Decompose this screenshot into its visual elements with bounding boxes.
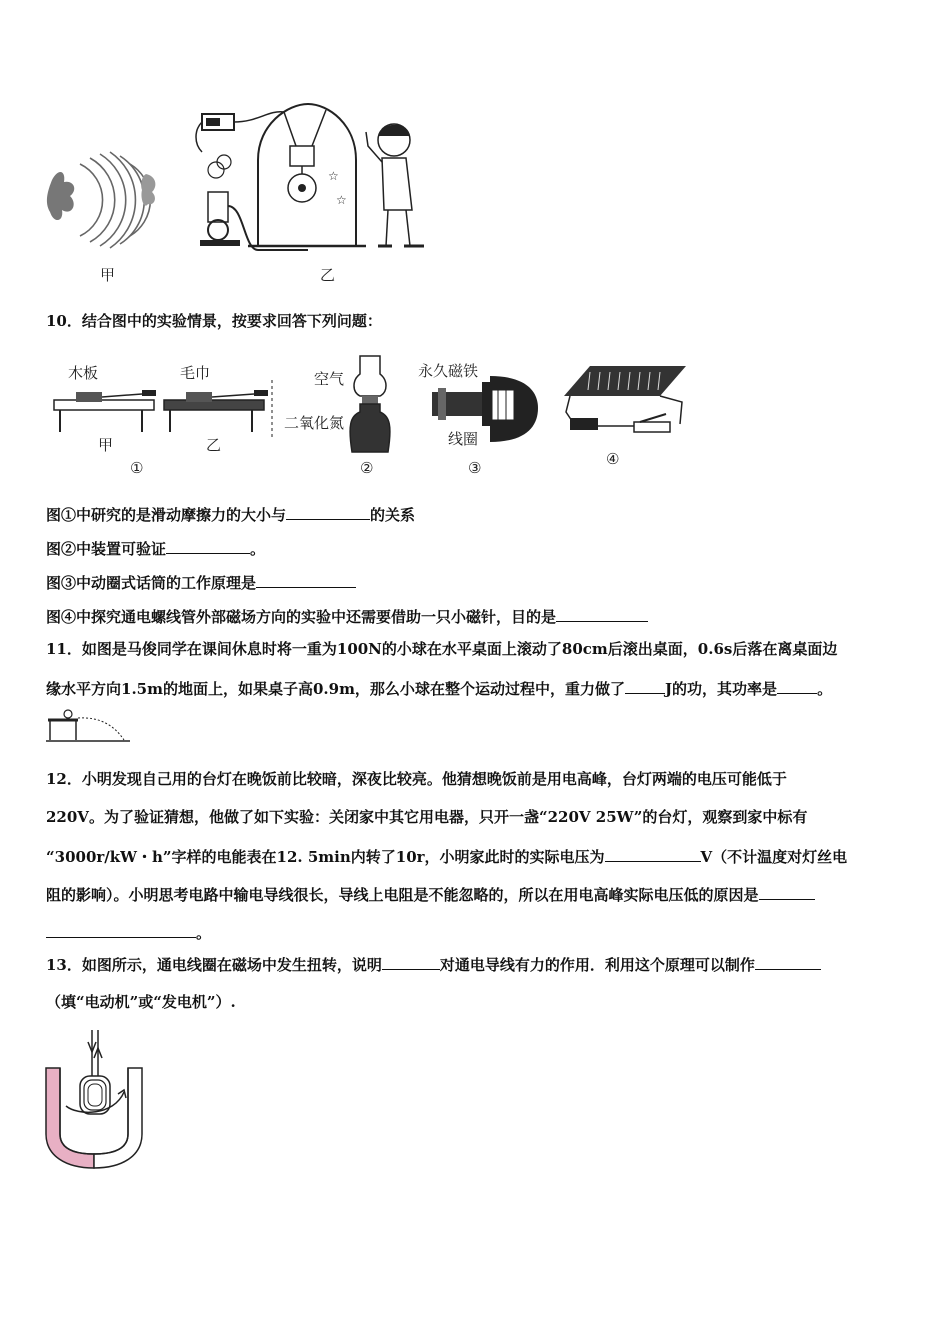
answer-blank-q10-1[interactable] (286, 503, 370, 520)
label-num-1: ① (130, 459, 144, 477)
q11-line1: 11．如图是马俊同学在课间休息时将一重为100N的小球在水平桌面上滚动了80cm后滚出桌面，0.6s后落在离桌面边 (46, 640, 838, 658)
answer-blank-q12-voltage[interactable] (605, 845, 701, 862)
label-wood: 木板 (68, 364, 99, 382)
q12-line1: 12．小明发现自己用的台灯在晚饭前比较暗，深夜比较亮。他猜想晚饭前是用电高峰，台灯两端的电压可能低于 (46, 770, 787, 788)
answer-blank-q10-3[interactable] (256, 571, 356, 588)
figure-label-yi: 乙 (320, 266, 336, 284)
answer-blank-q13-1[interactable] (382, 953, 440, 970)
q10-line2: 图②中装置可验证 。 (46, 537, 265, 559)
label-jia-1: 甲 (98, 436, 114, 454)
label-air: 空气 (314, 370, 345, 388)
label-towel: 毛巾 (180, 364, 211, 382)
answer-blank-q11-work[interactable] (625, 677, 665, 694)
label-coil: 线圈 (448, 430, 479, 448)
answer-blank-q12-reason-b[interactable] (46, 921, 196, 938)
figure-solenoid (560, 362, 690, 442)
q13-line2: （填“电动机”或“发电机”）. (46, 993, 236, 1011)
label-no2: 二氧化氮 (284, 414, 345, 432)
q12-line3: “3000r/kW・h”字样的电能表在12. 5min内转了10r，小明家此时的实际电压为 V（不计温度对灯丝电 (46, 845, 847, 867)
q11-line2: 缘水平方向1.5m的地面上，如果桌子高0.9m，那么小球在整个运动过程中，重力做了 J的功，其功率是 。 (46, 677, 832, 699)
answer-blank-q10-2[interactable] (166, 537, 250, 554)
answer-blank-q11-power[interactable] (777, 677, 817, 694)
figure-coil-in-magnet (44, 1024, 148, 1170)
figure-bell-jar-experiment (188, 100, 438, 260)
answer-blank-q12-reason-a[interactable] (759, 883, 815, 900)
label-num-4: ④ (606, 450, 620, 468)
q10-stem: 10．结合图中的实验情景，按要求回答下列问题： (46, 312, 382, 330)
figure-label-jia: 甲 (100, 266, 116, 284)
answer-blank-q13-2[interactable] (755, 953, 821, 970)
label-num-3: ③ (468, 459, 482, 477)
q10-line4: 图④中探究通电螺线管外部磁场方向的实验中还需要借助一只小磁针，目的是 (46, 605, 648, 627)
figure-dynamic-microphone (428, 372, 538, 448)
answer-blank-q10-4[interactable] (556, 605, 648, 622)
label-yi-1: 乙 (206, 436, 222, 454)
q10-line1: 图①中研究的是滑动摩擦力的大小与 的关系 (46, 503, 415, 525)
label-num-2: ② (360, 459, 374, 477)
figure-ball-table (46, 706, 130, 744)
svg-text:☆: ☆ (328, 169, 339, 183)
label-magnet: 永久磁铁 (418, 362, 479, 380)
q12-line4: 阻的影响）。小明思考电路中输电导线很长，导线上电阻是不能忽略的，所以在用电高峰实际电压低的原因是 (46, 883, 815, 905)
figure-gas-diffusion (340, 352, 400, 458)
figure-sound-waves (44, 150, 164, 250)
q13-line1: 13．如图所示，通电线圈在磁场中发生扭转，说明 对通电导线有力的作用．利用这个原理可以制作 (46, 953, 821, 975)
q12-line5: 。 (46, 921, 211, 943)
q10-line3: 图③中动圈式话筒的工作原理是 (46, 571, 356, 593)
svg-text:☆: ☆ (336, 193, 347, 207)
q12-line2: 220V。为了验证猜想，他做了如下实验：关闭家中其它用电器，只开一盏“220V 25W”的台灯，观察到家中标有 (46, 808, 808, 826)
